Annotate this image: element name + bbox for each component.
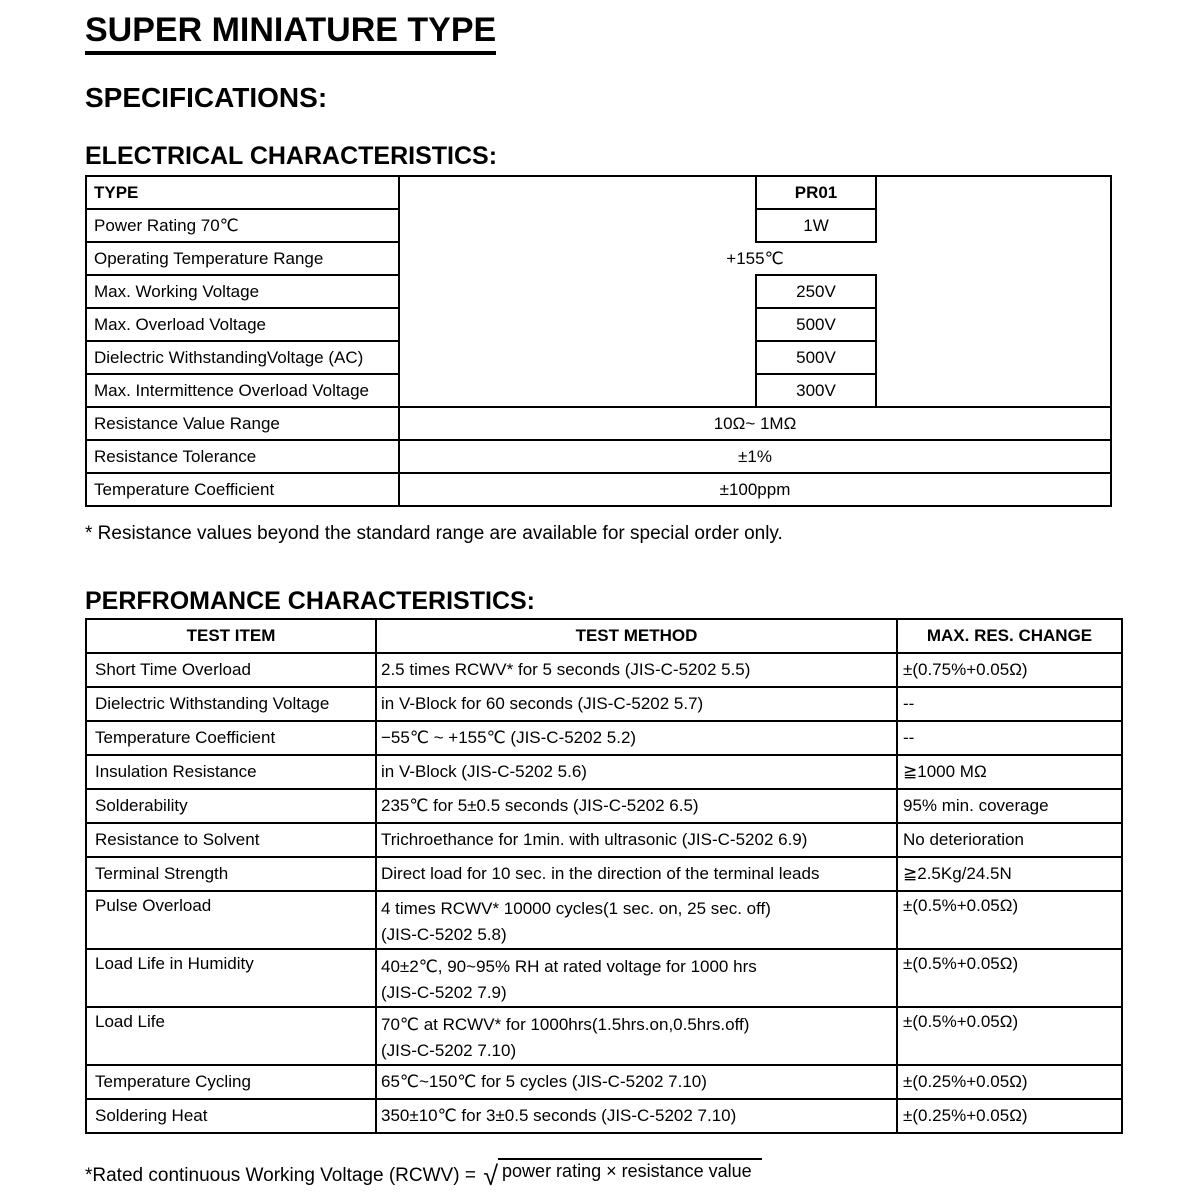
empty-cell: [876, 308, 1111, 341]
test-item-cell: Load Life in Humidity: [86, 949, 376, 1007]
empty-cell: [876, 341, 1111, 374]
rcwv-footnote: [85, 1158, 762, 1191]
table-row: [86, 823, 1122, 857]
test-method-line1: 40±2℃, 90~95% RH at rated voltage for 1000 hrs: [381, 957, 757, 976]
max-res-change-cell: 95% min. coverage: [897, 789, 1122, 823]
empty-cell: [399, 176, 756, 209]
test-method-cell: [376, 1007, 897, 1065]
max-res-change-cell: ±(0.5%+0.05Ω): [897, 949, 1122, 1007]
max-res-change-cell: ≧1000 MΩ: [897, 755, 1122, 789]
page-title: SUPER MINIATURE TYPE: [85, 12, 496, 55]
test-method-cell: 350±10℃ for 3±0.5 seconds (JIS-C-5202 7.10): [376, 1099, 897, 1133]
test-method-line2: (JIS-C-5202 7.10): [381, 1041, 517, 1060]
row-value: 10Ω~ 1MΩ: [399, 407, 1111, 440]
row-value: ±100ppm: [399, 473, 1111, 506]
max-res-change-cell: ±(0.25%+0.05Ω): [897, 1099, 1122, 1133]
test-item-cell: Temperature Coefficient: [86, 721, 376, 755]
row-value: 1W: [756, 209, 876, 242]
test-method-cell: 2.5 times RCWV* for 5 seconds (JIS-C-5202 5.5): [376, 653, 897, 687]
row-value: 500V: [756, 341, 876, 374]
table-row: [86, 440, 1111, 473]
test-item-header: TEST ITEM: [86, 619, 376, 653]
row-label: Power Rating 70℃: [86, 209, 399, 242]
test-item-cell: Insulation Resistance: [86, 755, 376, 789]
empty-cell: [876, 374, 1111, 407]
test-method-line2: (JIS-C-5202 5.8): [381, 925, 507, 944]
test-method-header: TEST METHOD: [376, 619, 897, 653]
table-row: [86, 687, 1122, 721]
test-method-cell: −55℃ ~ +155℃ (JIS-C-5202 5.2): [376, 721, 897, 755]
electrical-table-note: * Resistance values beyond the standard range are available for special order only.: [85, 523, 783, 544]
test-item-cell: Solderability: [86, 789, 376, 823]
specifications-heading: SPECIFICATIONS:: [85, 82, 328, 113]
test-method-cell: Trichroethance for 1min. with ultrasonic (JIS-C-5202 6.9): [376, 823, 897, 857]
test-item-cell: Short Time Overload: [86, 653, 376, 687]
max-res-change-cell: ±(0.5%+0.05Ω): [897, 1007, 1122, 1065]
table-row: [86, 857, 1122, 891]
empty-cell: [876, 209, 1111, 242]
max-res-change-cell: --: [897, 721, 1122, 755]
max-res-change-cell: ±(0.75%+0.05Ω): [897, 653, 1122, 687]
row-value: 300V: [756, 374, 876, 407]
table-row: [86, 891, 1122, 949]
row-value: 250V: [756, 275, 876, 308]
max-res-change-cell: ≧2.5Kg/24.5N: [897, 857, 1122, 891]
table-row: [86, 949, 1122, 1007]
model-header-cell: PR01: [756, 176, 876, 209]
table-row: [86, 275, 1111, 308]
table-row: [86, 1007, 1122, 1065]
table-row: [86, 755, 1122, 789]
table-row: [86, 374, 1111, 407]
table-row: [86, 653, 1122, 687]
row-label: Resistance Tolerance: [86, 440, 399, 473]
electrical-characteristics-heading: ELECTRICAL CHARACTERISTICS:: [85, 142, 498, 170]
max-res-change-header: MAX. RES. CHANGE: [897, 619, 1122, 653]
test-item-cell: Pulse Overload: [86, 891, 376, 949]
table-row: [86, 1065, 1122, 1099]
test-item-cell: Resistance to Solvent: [86, 823, 376, 857]
performance-characteristics-table: [85, 618, 1123, 1134]
row-label: Max. Working Voltage: [86, 275, 399, 308]
test-item-cell: Dielectric Withstanding Voltage: [86, 687, 376, 721]
row-label: Operating Temperature Range: [86, 242, 399, 275]
table-row: [86, 176, 1111, 209]
max-res-change-cell: ±(0.5%+0.05Ω): [897, 891, 1122, 949]
empty-cell: [399, 209, 756, 242]
table-header-row: [86, 619, 1122, 653]
table-row: [86, 209, 1111, 242]
performance-characteristics-heading: PERFROMANCE CHARACTERISTICS:: [85, 587, 535, 615]
row-value: +155℃: [726, 248, 784, 268]
test-method-line1: 70℃ at RCWV* for 1000hrs(1.5hrs.on,0.5hrs.off): [381, 1015, 750, 1034]
empty-cell: [876, 275, 1111, 308]
max-res-change-cell: --: [897, 687, 1122, 721]
test-method-cell: [376, 949, 897, 1007]
test-item-cell: Load Life: [86, 1007, 376, 1065]
electrical-characteristics-table: [85, 175, 1112, 507]
row-label: Max. Overload Voltage: [86, 308, 399, 341]
test-method-cell: in V-Block (JIS-C-5202 5.6): [376, 755, 897, 789]
test-method-cell: 65℃~150℃ for 5 cycles (JIS-C-5202 7.10): [376, 1065, 897, 1099]
empty-cell: [399, 308, 756, 341]
table-row: [86, 407, 1111, 440]
test-method-line1: 4 times RCWV* 10000 cycles(1 sec. on, 25 sec. off): [381, 899, 771, 918]
row-value: ±1%: [399, 440, 1111, 473]
empty-cell: [399, 374, 756, 407]
rcwv-footnote-radicand: power rating × resistance value: [498, 1158, 762, 1182]
empty-cell: [876, 176, 1111, 209]
test-item-cell: Temperature Cycling: [86, 1065, 376, 1099]
row-label: Dielectric WithstandingVoltage (AC): [86, 341, 399, 374]
type-header-cell: TYPE: [86, 176, 399, 209]
empty-cell: [399, 275, 756, 308]
row-value: 500V: [756, 308, 876, 341]
row-label: Resistance Value Range: [86, 407, 399, 440]
row-label: Temperature Coefficient: [86, 473, 399, 506]
table-row: [86, 341, 1111, 374]
rcwv-footnote-text: *Rated continuous Working Voltage (RCWV) =: [85, 1165, 482, 1186]
table-row: [86, 242, 1111, 275]
test-item-cell: Terminal Strength: [86, 857, 376, 891]
table-row: [86, 473, 1111, 506]
table-row: [86, 789, 1122, 823]
max-res-change-cell: No deterioration: [897, 823, 1122, 857]
test-item-cell: Soldering Heat: [86, 1099, 376, 1133]
test-method-cell: 235℃ for 5±0.5 seconds (JIS-C-5202 6.5): [376, 789, 897, 823]
table-row: [86, 308, 1111, 341]
test-method-line2: (JIS-C-5202 7.9): [381, 983, 507, 1002]
max-res-change-cell: ±(0.25%+0.05Ω): [897, 1065, 1122, 1099]
table-row: [86, 1099, 1122, 1133]
square-root-symbol: √: [483, 1161, 499, 1191]
table-row: [86, 721, 1122, 755]
test-method-cell: Direct load for 10 sec. in the direction of the terminal leads: [376, 857, 897, 891]
test-method-cell: [376, 891, 897, 949]
empty-cell: [399, 341, 756, 374]
row-label: Max. Intermittence Overload Voltage: [86, 374, 399, 407]
test-method-cell: in V-Block for 60 seconds (JIS-C-5202 5.7): [376, 687, 897, 721]
